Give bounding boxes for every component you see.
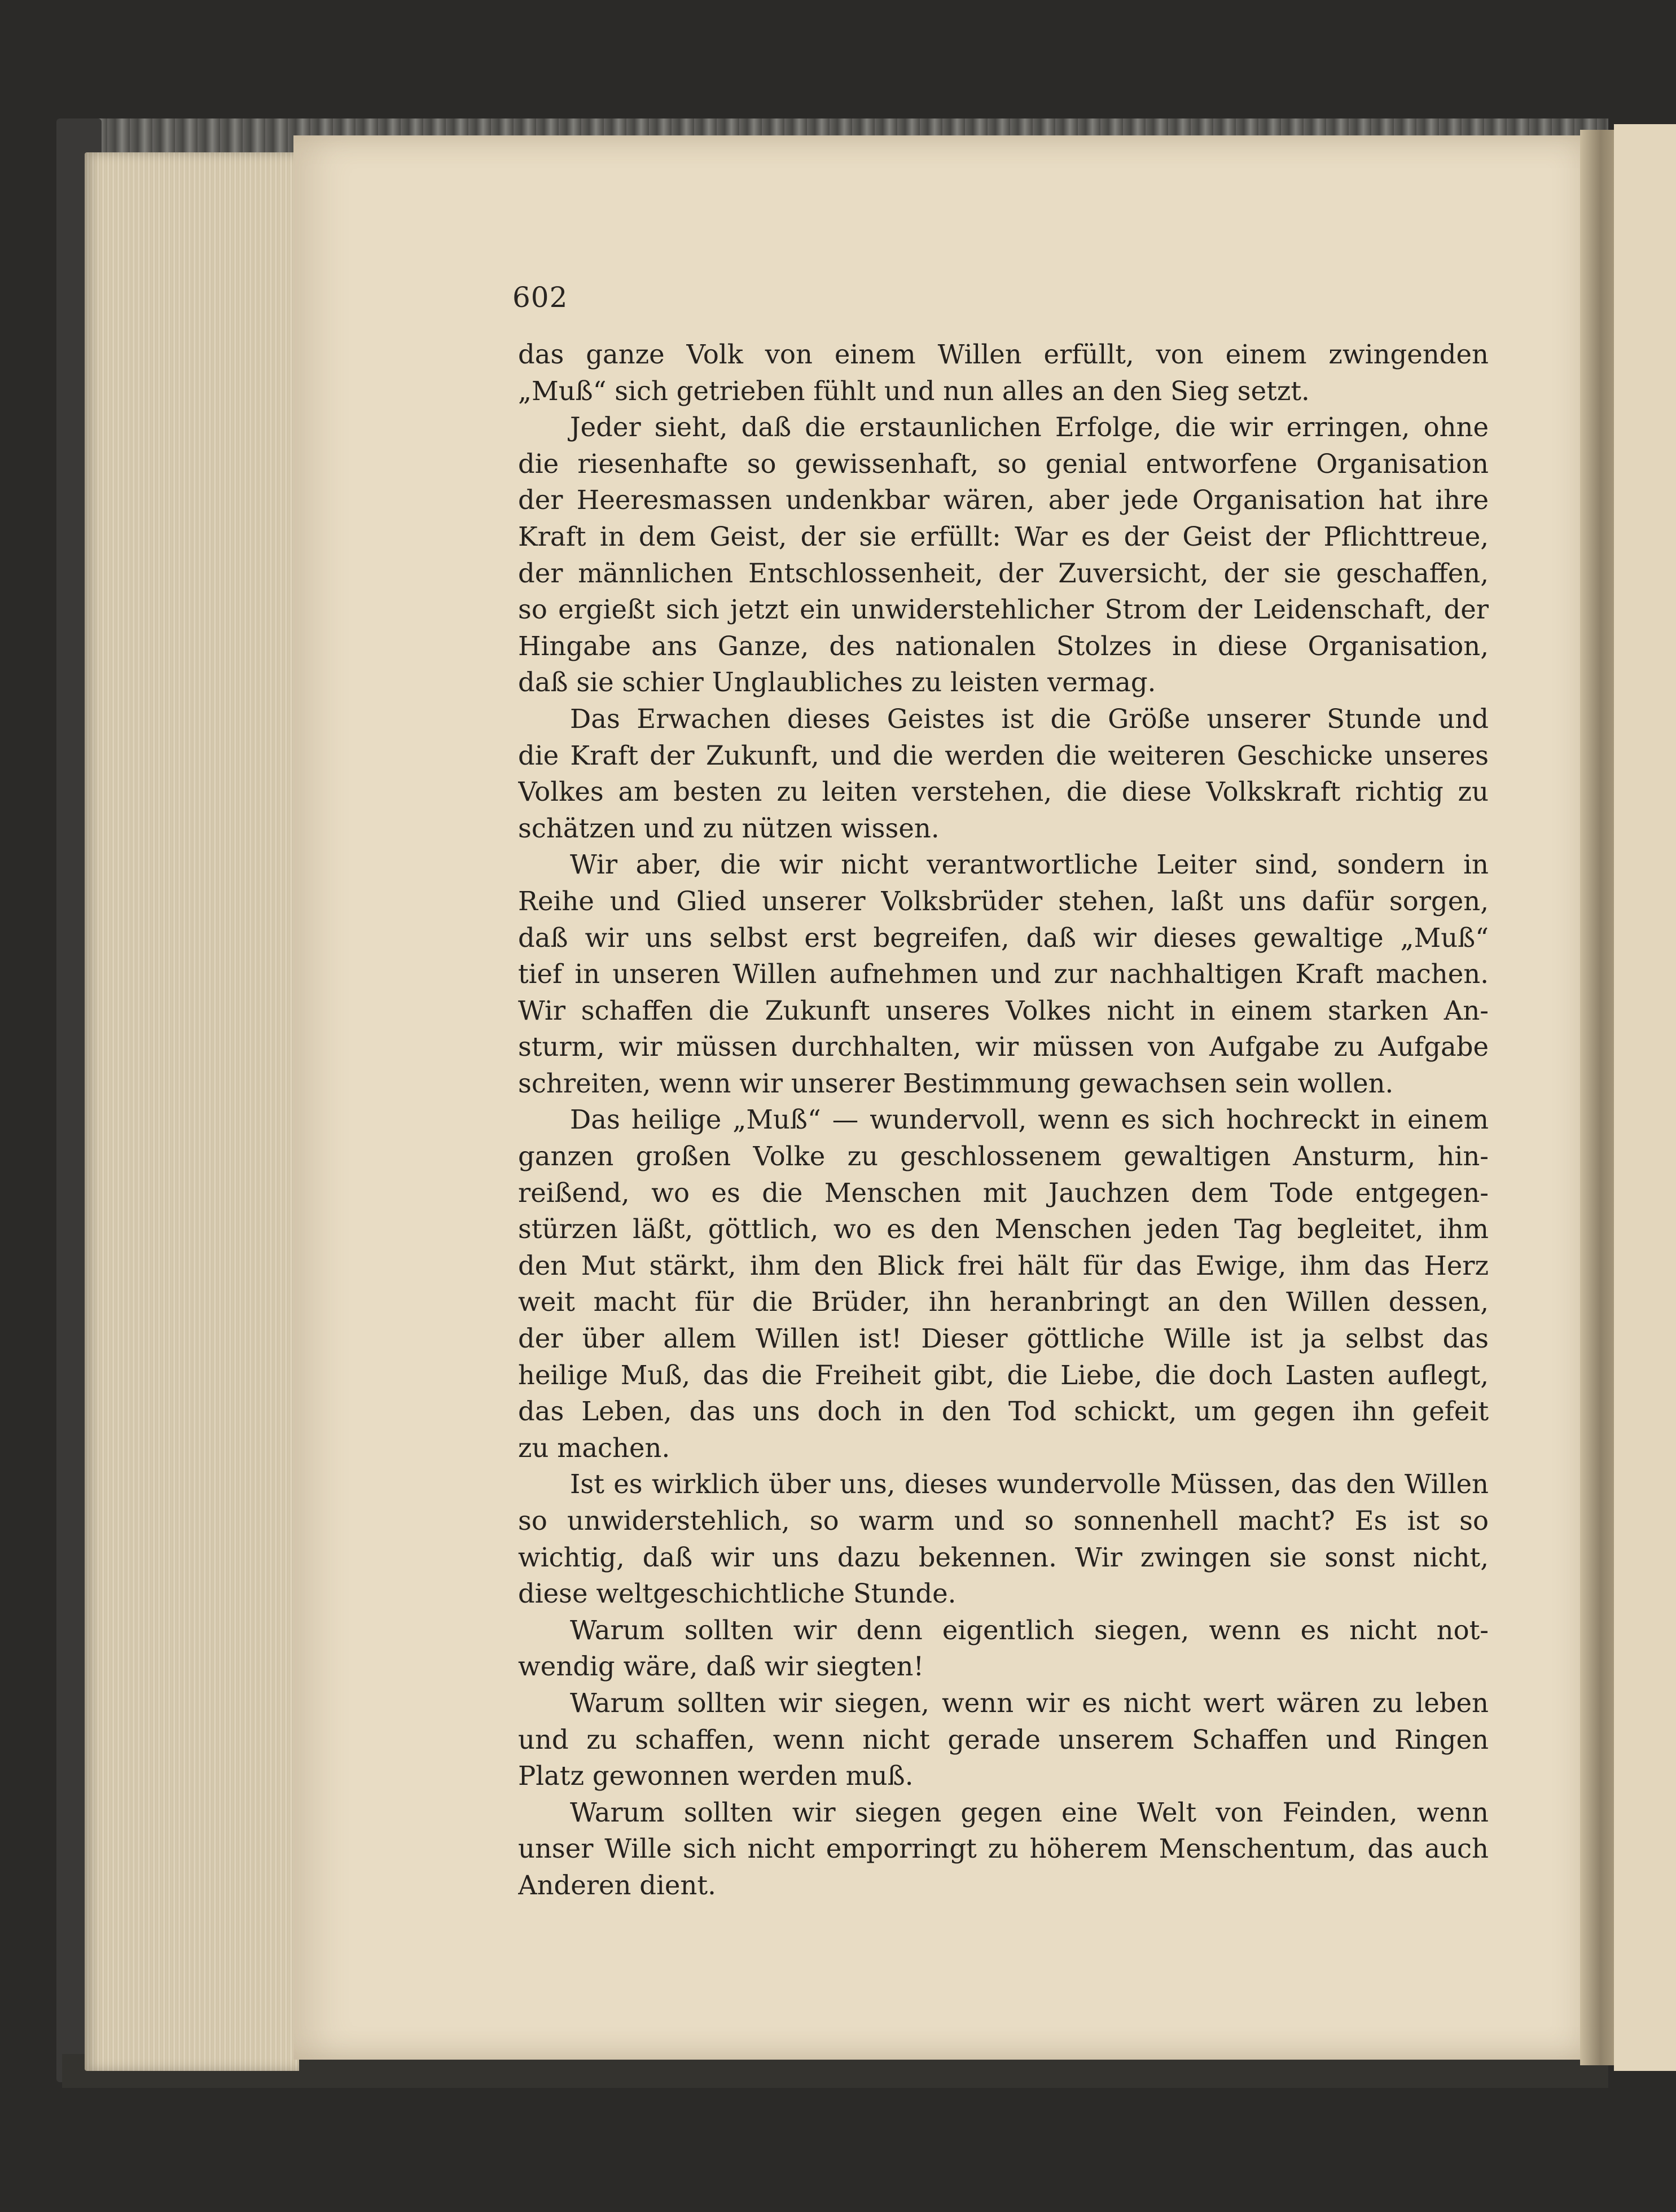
text-line: Anderen dient. [518,1869,716,1901]
text-line: reißend, wo es die Menschen mit Jauchzen dem Tode entgegen- [518,1177,1489,1208]
text-line: und zu schaffen, wenn nicht gerade unserem Schaffen und Ringen [518,1724,1489,1755]
text-line: heilige Muß, das die Freiheit gibt, die Liebe, die doch Lasten auflegt, [518,1359,1489,1390]
text-line: wichtig, daß wir uns dazu bekennen. Wir zwingen sie sonst nicht, [518,1542,1489,1573]
text-line: Warum sollten wir siegen, wenn wir es nicht wert wären zu leben [570,1687,1489,1718]
text-line: Das Erwachen dieses Geistes ist die Größe unserer Stunde und [570,703,1489,734]
text-line: das Leben, das uns doch in den Tod schickt, um gegen ihn gefeit [518,1396,1489,1427]
text-line: tief in unseren Willen aufnehmen und zur nachhaltigen Kraft machen. [518,959,1489,990]
page-stack-edges [85,152,299,2071]
text-line: stürzen läßt, göttlich, wo es den Menschen jeden Tag begleitet, ihm [518,1214,1489,1245]
text-line: so unwiderstehlich, so warm und so sonnenhell macht? Es ist so [518,1506,1489,1536]
text-line: sturm, wir müssen durchhalten, wir müssen von Aufgabe zu Aufgabe [518,1032,1489,1063]
text-line: daß wir uns selbst erst begreifen, daß wir dieses gewaltige „Muß“ [518,922,1489,953]
text-line: Volkes am besten zu leiten verstehen, die diese Volkskraft richtig zu [518,776,1489,807]
text-line: das ganze Volk von einem Willen erfüllt, von einem zwingenden [518,339,1489,370]
text-line: Jeder sieht, daß die erstaunlichen Erfolge, die wir erringen, ohne [570,412,1489,443]
text-line: unser Wille sich nicht emporringt zu höherem Menschentum, das auch [518,1833,1489,1864]
text-line: „Muß“ sich getrieben fühlt und nun alles an den Sieg setzt. [518,375,1310,406]
text-line: so ergießt sich jetzt ein unwiderstehlicher Strom der Leidenschaft, der [518,594,1489,625]
text-line: Wir schaffen die Zukunft unseres Volkes nicht in einem starken An- [518,995,1489,1026]
text-line: schreiten, wenn wir unserer Bestimmung gewachsen sein wollen. [518,1068,1394,1099]
text-line: zu machen. [518,1432,670,1463]
page-number: 602 [512,281,568,314]
text-line: Das heilige „Muß“ — wundervoll, wenn es sich hochreckt in einem [570,1104,1489,1135]
text-line: wendig wäre, daß wir siegten! [518,1651,924,1682]
text-line: ganzen großen Volke zu geschlossenem gewaltigen Ansturm, hin- [518,1141,1489,1172]
text-line: Kraft in dem Geist, der sie erfüllt: War es der Geist der Pflichttreue, [518,521,1489,552]
text-line: schätzen und zu nützen wissen. [518,813,940,844]
text-line: die riesenhafte so gewissenhaft, so genial entworfene Organisation [518,448,1489,479]
text-line: weit macht für die Brüder, ihn heranbringt an den Willen dessen, [518,1287,1489,1318]
text-line: daß sie schier Unglaubliches zu leisten vermag. [518,667,1156,698]
text-line: Reihe und Glied unserer Volksbrüder stehen, laßt uns dafür sorgen, [518,885,1489,916]
text-line: die Kraft der Zukunft, und die werden die weiteren Geschicke unseres [518,740,1489,771]
text-line: Platz gewonnen werden muß. [518,1761,914,1792]
text-line: Ist es wirklich über uns, dieses wundervolle Müssen, das den Willen [570,1469,1489,1500]
text-line: der über allem Willen ist! Dieser göttliche Wille ist ja selbst das [518,1323,1489,1354]
text-line: Warum sollten wir denn eigentlich siegen, wenn es nicht not- [570,1614,1489,1645]
text-line: Warum sollten wir siegen gegen eine Welt von Feinden, wenn [570,1797,1489,1828]
book-page-right-sliver [1614,124,1676,2071]
text-line: der Heeresmassen undenkbar wären, aber jede Organisation hat ihre [518,485,1489,516]
text-line: Wir aber, die wir nicht verantwortliche Leiter sind, sondern in [570,849,1489,880]
text-line: Hingabe ans Ganze, des nationalen Stolzes in diese Organisation, [518,630,1489,661]
text-line: diese weltgeschichtliche Stunde. [518,1578,957,1609]
text-line: den Mut stärkt, ihm den Blick frei hält für das Ewige, ihm das Herz [518,1250,1489,1281]
book-gutter [1580,130,1614,2065]
body-text [518,336,1489,1904]
text-line: der männlichen Entschlossenheit, der Zuversicht, der sie geschaffen, [518,558,1489,589]
